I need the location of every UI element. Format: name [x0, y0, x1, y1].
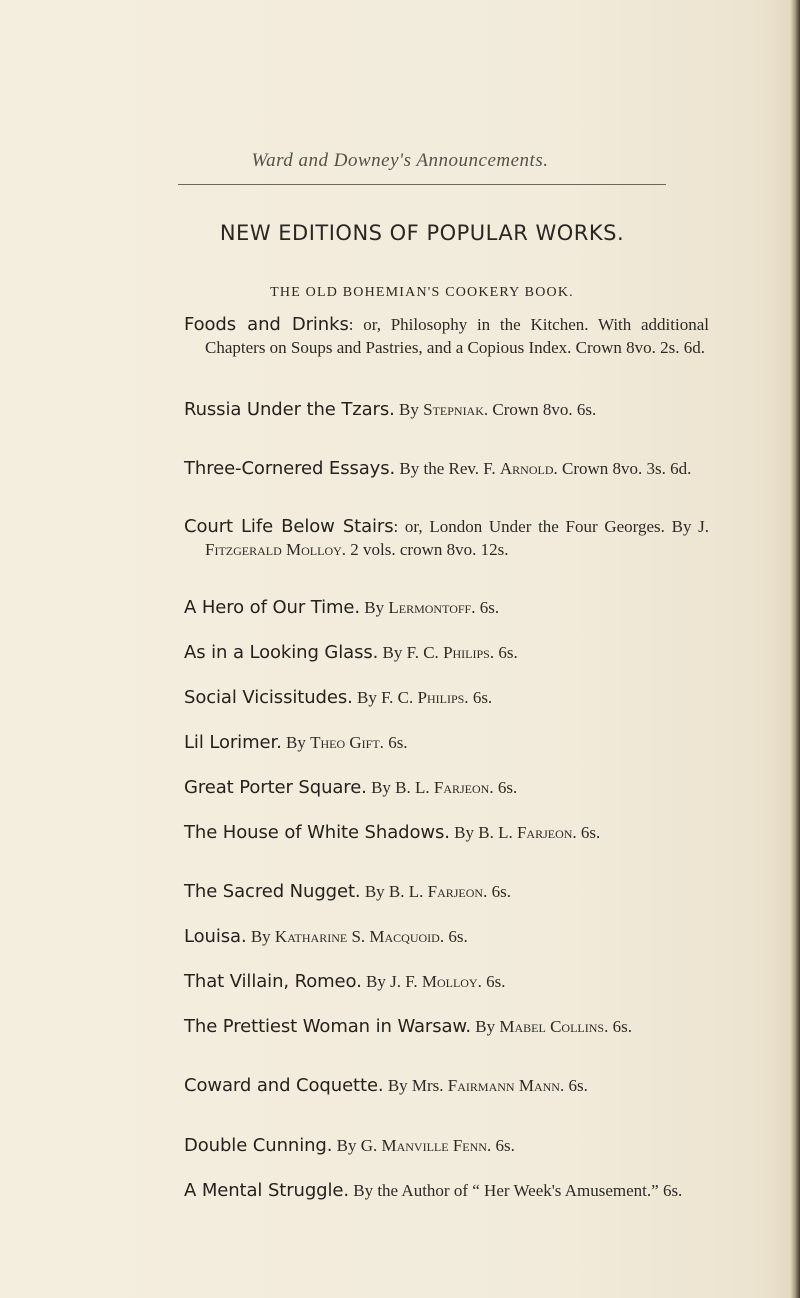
- section-title: NEW EDITIONS OF POPULAR WORKS.: [219, 221, 625, 245]
- entry-title: Three-Cornered Essays.: [184, 458, 396, 479]
- subtitle: THE OLD BOHEMIAN'S COOKERY BOOK.: [270, 285, 574, 300]
- entry-details: 6s.: [494, 643, 518, 662]
- entry-title: Great Porter Square.: [184, 777, 367, 798]
- book-entry: [184, 1015, 709, 1038]
- entry-details: 6s.: [608, 1017, 632, 1036]
- entry-by: By F. C.: [352, 688, 418, 707]
- entry-title: Russia Under the Tzars.: [184, 399, 395, 420]
- entry-author: Molloy.: [421, 972, 482, 991]
- entry-by: : or, London Under the Four Georges. By J.: [393, 517, 709, 536]
- entry-title: Double Cunning.: [184, 1135, 333, 1156]
- entry-by: By: [360, 598, 389, 617]
- book-entry: [184, 880, 709, 903]
- entry-details: 6s.: [383, 733, 408, 752]
- entry-author: Farjeon.: [433, 778, 494, 797]
- entry-details: Crown 8vo. 6s.: [488, 400, 597, 419]
- book-entry: [184, 457, 709, 480]
- page-gutter-shadow: [790, 0, 800, 1298]
- book-entry: [184, 925, 709, 948]
- entry-author: Philips.: [443, 643, 495, 662]
- book-entry: [184, 641, 709, 664]
- entry-author: Stepniak.: [423, 400, 489, 419]
- entry-author: Farjeon.: [427, 882, 488, 901]
- entry-title: Coward and Coquette.: [184, 1075, 384, 1096]
- entry-by: By: [281, 733, 311, 752]
- entry-title: A Mental Struggle.: [184, 1180, 349, 1201]
- entry-title: Court Life Below Stairs: [184, 516, 394, 537]
- entry-by: By G.: [332, 1136, 382, 1155]
- entry-details: : or, Philosophy in the Kitchen. With additional Chapters on Soups and Pastries, and a Copious Index. Crown 8vo. 2s. 6d.: [205, 315, 709, 357]
- entry-details: 6s.: [475, 598, 500, 617]
- entry-title: Louisa.: [184, 926, 247, 947]
- entry-title: As in a Looking Glass.: [184, 642, 379, 663]
- book-entry: [184, 686, 709, 709]
- entry-author: Theo Gift.: [310, 733, 384, 752]
- book-entry: [184, 970, 709, 993]
- entry-by: By B. L.: [449, 823, 517, 842]
- entry-by: By Mrs.: [383, 1076, 448, 1095]
- book-entry: [184, 515, 709, 561]
- entry-details: 6s.: [658, 1181, 683, 1200]
- running-head: Ward and Downey's Announcements.: [251, 150, 549, 171]
- entry-author: Fairmann Mann.: [447, 1076, 565, 1095]
- header-rule: [178, 184, 666, 185]
- book-entry: [184, 313, 709, 359]
- entry-by: By B. L.: [360, 882, 428, 901]
- book-entry: [184, 596, 709, 619]
- entry-details: 6s.: [564, 1076, 588, 1095]
- entry-author: Mabel Collins.: [499, 1017, 609, 1036]
- entry-by: By F. C.: [378, 643, 444, 662]
- entry-author: Katharine S. Macquoid.: [274, 927, 445, 946]
- entry-details: 6s.: [491, 1136, 515, 1155]
- entry-details: 6s.: [487, 882, 511, 901]
- entry-details: 6s.: [444, 927, 468, 946]
- entry-by: By the Author of “ Her Week's Amusement.”: [349, 1181, 659, 1200]
- book-entry: [184, 1074, 709, 1097]
- entry-author: Lermontoff.: [388, 598, 476, 617]
- entry-author: Farjeon.: [516, 823, 577, 842]
- book-entry: [184, 731, 709, 754]
- entry-title: Foods and Drinks: [184, 314, 349, 335]
- entry-title: Social Vicissitudes.: [184, 687, 353, 708]
- entry-details: 6s.: [576, 823, 601, 842]
- book-entry: [184, 821, 709, 844]
- entry-by: By: [471, 1017, 500, 1036]
- entry-by: By: [394, 400, 424, 419]
- entry-title: That Villain, Romeo.: [184, 971, 362, 992]
- entry-title: Lil Lorimer.: [184, 732, 282, 753]
- entry-title: The Sacred Nugget.: [184, 881, 361, 902]
- entry-details: Crown 8vo. 3s. 6d.: [557, 459, 692, 478]
- entry-title: A Hero of Our Time.: [184, 597, 361, 618]
- entry-author: Arnold.: [499, 459, 558, 478]
- entry-by: By B. L.: [366, 778, 434, 797]
- entry-by: By the Rev. F.: [395, 459, 500, 478]
- entry-details: 6s.: [493, 778, 518, 797]
- entry-author: Philips.: [417, 688, 469, 707]
- entry-by: By: [246, 927, 275, 946]
- book-entry: [184, 1179, 709, 1202]
- book-entry: [184, 1134, 709, 1157]
- entry-details: 6s.: [481, 972, 506, 991]
- entry-details: 6s.: [468, 688, 493, 707]
- entry-title: The House of White Shadows.: [184, 822, 450, 843]
- entry-by: By J. F.: [361, 972, 422, 991]
- entry-author: Fitzgerald Molloy.: [205, 540, 347, 559]
- book-entry: [184, 776, 709, 799]
- entry-title: The Prettiest Woman in Warsaw.: [184, 1016, 472, 1037]
- entry-author: Manville Fenn.: [381, 1136, 492, 1155]
- book-entry: [184, 398, 709, 421]
- entry-details: 2 vols. crown 8vo. 12s.: [346, 540, 509, 559]
